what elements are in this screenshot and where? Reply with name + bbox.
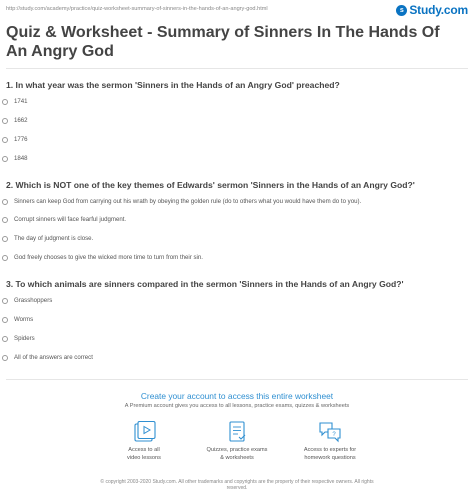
feature-experts [280,420,380,462]
expert-chat-icon [315,420,345,446]
top-bar [6,4,468,18]
page-url: http://study.com/academy/practice/quiz-worksheet-summary-of-sinners-in-the-hands-of-an-angry-god.html [6,6,268,12]
answer-option-label: Corrupt sinners will face fearful judgment. [14,216,127,223]
feature-video-lessons [94,420,194,462]
question-2 [6,180,468,191]
feature-label: homework questions [304,455,356,461]
study-logo-text: Study.com [409,3,468,17]
question-text: 2. Which is NOT one of the key themes of Edwards' sermon 'Sinners in the Hands of an Angry God?' [6,180,415,190]
answer-option[interactable] [2,316,33,323]
radio-button[interactable] [2,199,8,205]
study-logo-mark: s [396,5,407,16]
page-title-line-2: An Angry God [6,42,114,60]
answer-option-label: The day of judgment is close. [14,235,94,242]
answer-option-label: Grasshoppers [14,297,53,304]
answer-option[interactable] [2,354,93,361]
radio-button[interactable] [2,156,8,162]
answer-option[interactable] [2,216,126,223]
answer-option-label: Worms [14,316,34,323]
answer-option-label: 1662 [14,117,28,124]
radio-button[interactable] [2,355,8,361]
answer-option[interactable] [2,235,93,242]
answer-option-label: Sinners can keep God from carrying out his wrath by obeying the golden rule (do to others what you would have them do to you). [14,198,362,205]
answer-option[interactable] [2,117,28,124]
divider [6,68,468,69]
feature-label: & worksheets [220,455,254,461]
feature-label: video lessons [127,455,161,461]
study-logo[interactable] [396,3,468,17]
radio-button[interactable] [2,217,8,223]
radio-button[interactable] [2,336,8,342]
radio-button[interactable] [2,317,8,323]
page-title-line-1: Quiz & Worksheet - Summary of Sinners In The Hands Of [6,24,440,41]
divider [6,379,468,380]
video-lesson-icon [129,420,159,446]
question-text: 1. In what year was the sermon 'Sinners in the Hands of an Angry God' preached? [6,80,340,90]
page-title [6,24,446,61]
question-1 [6,80,468,91]
answer-option-label: 1776 [14,136,28,143]
radio-button[interactable] [2,298,8,304]
answer-option-label: 1741 [14,98,28,105]
answer-option[interactable] [2,335,35,342]
answer-option-label: God freely chooses to give the wicked more time to turn from their sin. [14,254,203,261]
radio-button[interactable] [2,255,8,261]
answer-option-label: All of the answers are correct [14,354,93,361]
copyright-footer [0,479,474,491]
answer-option[interactable] [2,136,28,143]
answer-option[interactable] [2,98,28,105]
create-account-heading[interactable]: Create your account to access this entire worksheet [140,391,334,401]
svg-text:?: ? [332,432,336,438]
premium-description: A Premium account gives you access to all lessons, practice exams, quizzes & worksheets [124,403,350,409]
feature-label: Quizzes, practice exams [206,447,268,453]
feature-label: Access to experts for [303,447,357,453]
question-3 [6,279,468,290]
answer-option-label: Spiders [14,335,35,342]
question-text: 3. To which animals are sinners compared in the sermon 'Sinners in the Hands of an Angry God?' [6,279,404,289]
feature-quizzes [187,420,287,462]
copyright-line: reserved. [226,485,248,492]
answer-option[interactable] [2,297,52,304]
radio-button[interactable] [2,236,8,242]
answer-option[interactable] [2,198,361,205]
worksheet-icon [222,420,252,446]
radio-button[interactable] [2,99,8,105]
answer-option[interactable] [2,254,203,261]
radio-button[interactable] [2,118,8,124]
feature-label: Access to all [128,447,160,453]
copyright-line: © copyright 2003-2020 Study.com. All other trademarks and copyrights are the property of their respective owners. All rights [100,479,374,485]
answer-option-label: 1848 [14,155,28,162]
radio-button[interactable] [2,137,8,143]
answer-option[interactable] [2,155,28,162]
